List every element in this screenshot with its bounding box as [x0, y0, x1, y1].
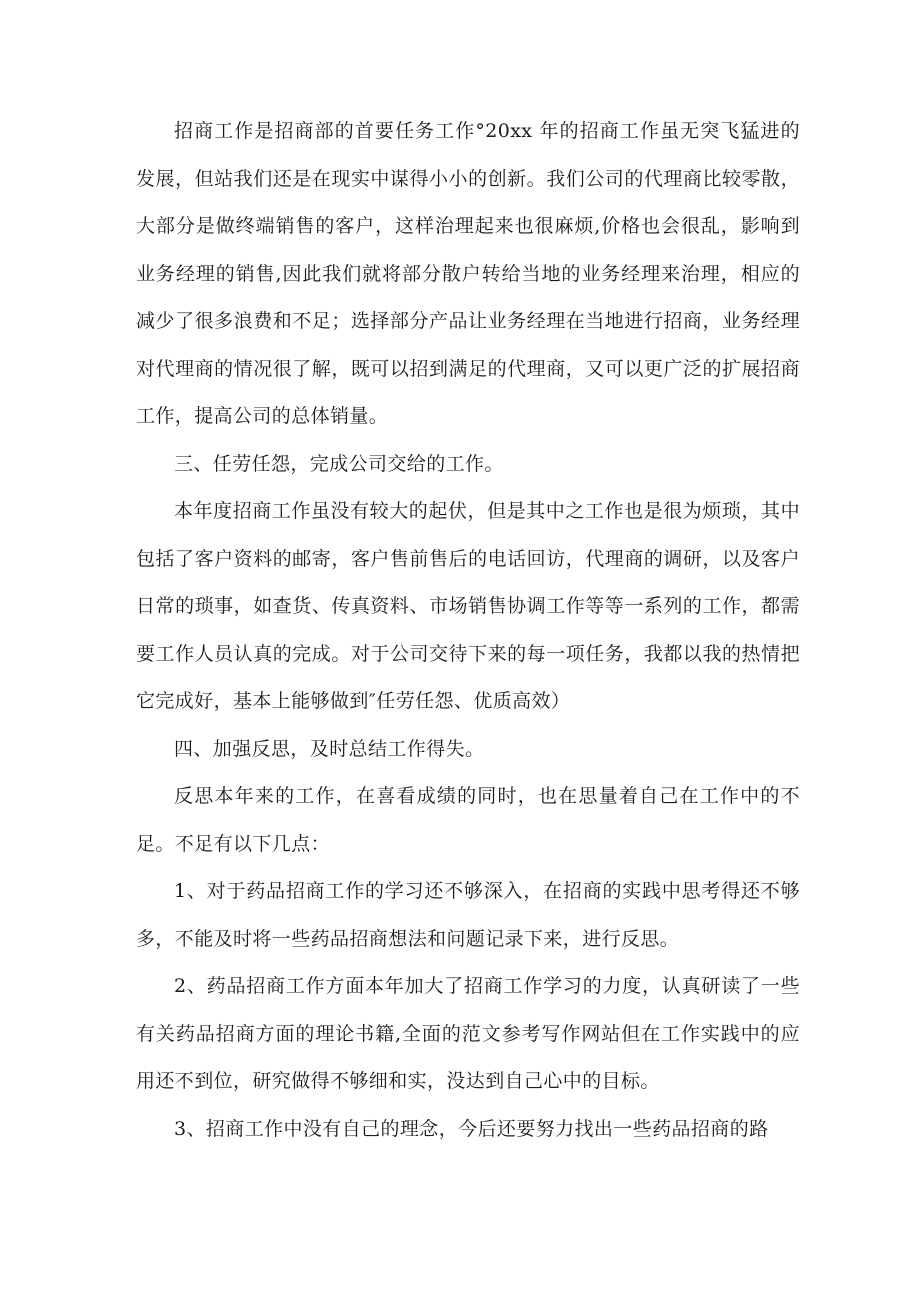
list-item-2: 2、药品招商工作方面本年加大了招商工作学习的力度，认真研读了一些有关药品招商方面的理论书籍,全面的范文参考写作网站但在工作实践中的应用还不到位，研究做得不够细和实，没达到自己心中的目标。 [136, 975, 800, 1092]
paragraph-annual-work: 本年度招商工作虽没有较大的起伏，但是其中之工作也是很为烦琐，其中包括了客户资料的邮寄，客户售前售后的电话回访，代理商的调研，以及客户日常的琐事，如查货、传真资料、市场销售协调工作等等一系列的工作，都需要工作人员认真的完成。对于公司交待下来的每一项任务，我都以我的热情把它完成好，基本上能够做到″任劳任怨、优质高效） [136, 500, 800, 712]
section-heading-four: 四、加强反思，及时总结工作得失。 [174, 737, 485, 760]
list-item-3: 3、招商工作中没有自己的理念，今后还要努力找出一些药品招商的路 [174, 1117, 769, 1140]
document-body [136, 108, 800, 1153]
paragraph-investment-work: 招商工作是招商部的首要任务工作°20xx 年的招商工作虽无突飞猛进的发展，但站我们还是在现实中谋得小小的创新。我们公司的代理商比较零散，大部分是做终端销售的客户，这样治理起来也很麻烦,价格也会很乱，影响到业务经理的销售,因此我们就将部分散户转给当地的业务经理来治理，相应的减少了很多浪费和不足；选择部分产品让业务经理在当地进行招商，业务经理对代理商的情况很了解，既可以招到满足的代理商，又可以更广泛的扩展招商工作，提高公司的总体销量。 [136, 120, 800, 427]
paragraph-reflection: 反思本年来的工作，在喜看成绩的同时，也在思量着自己在工作中的不足。不足有以下几点： [136, 785, 800, 855]
list-item-1: 1、对于药品招商工作的学习还不够深入，在招商的实践中思考得还不够多，不能及时将一些药品招商想法和问题记录下来，进行反思。 [136, 880, 800, 950]
section-heading-three: 三、任劳任怨，完成公司交给的工作。 [174, 452, 504, 475]
